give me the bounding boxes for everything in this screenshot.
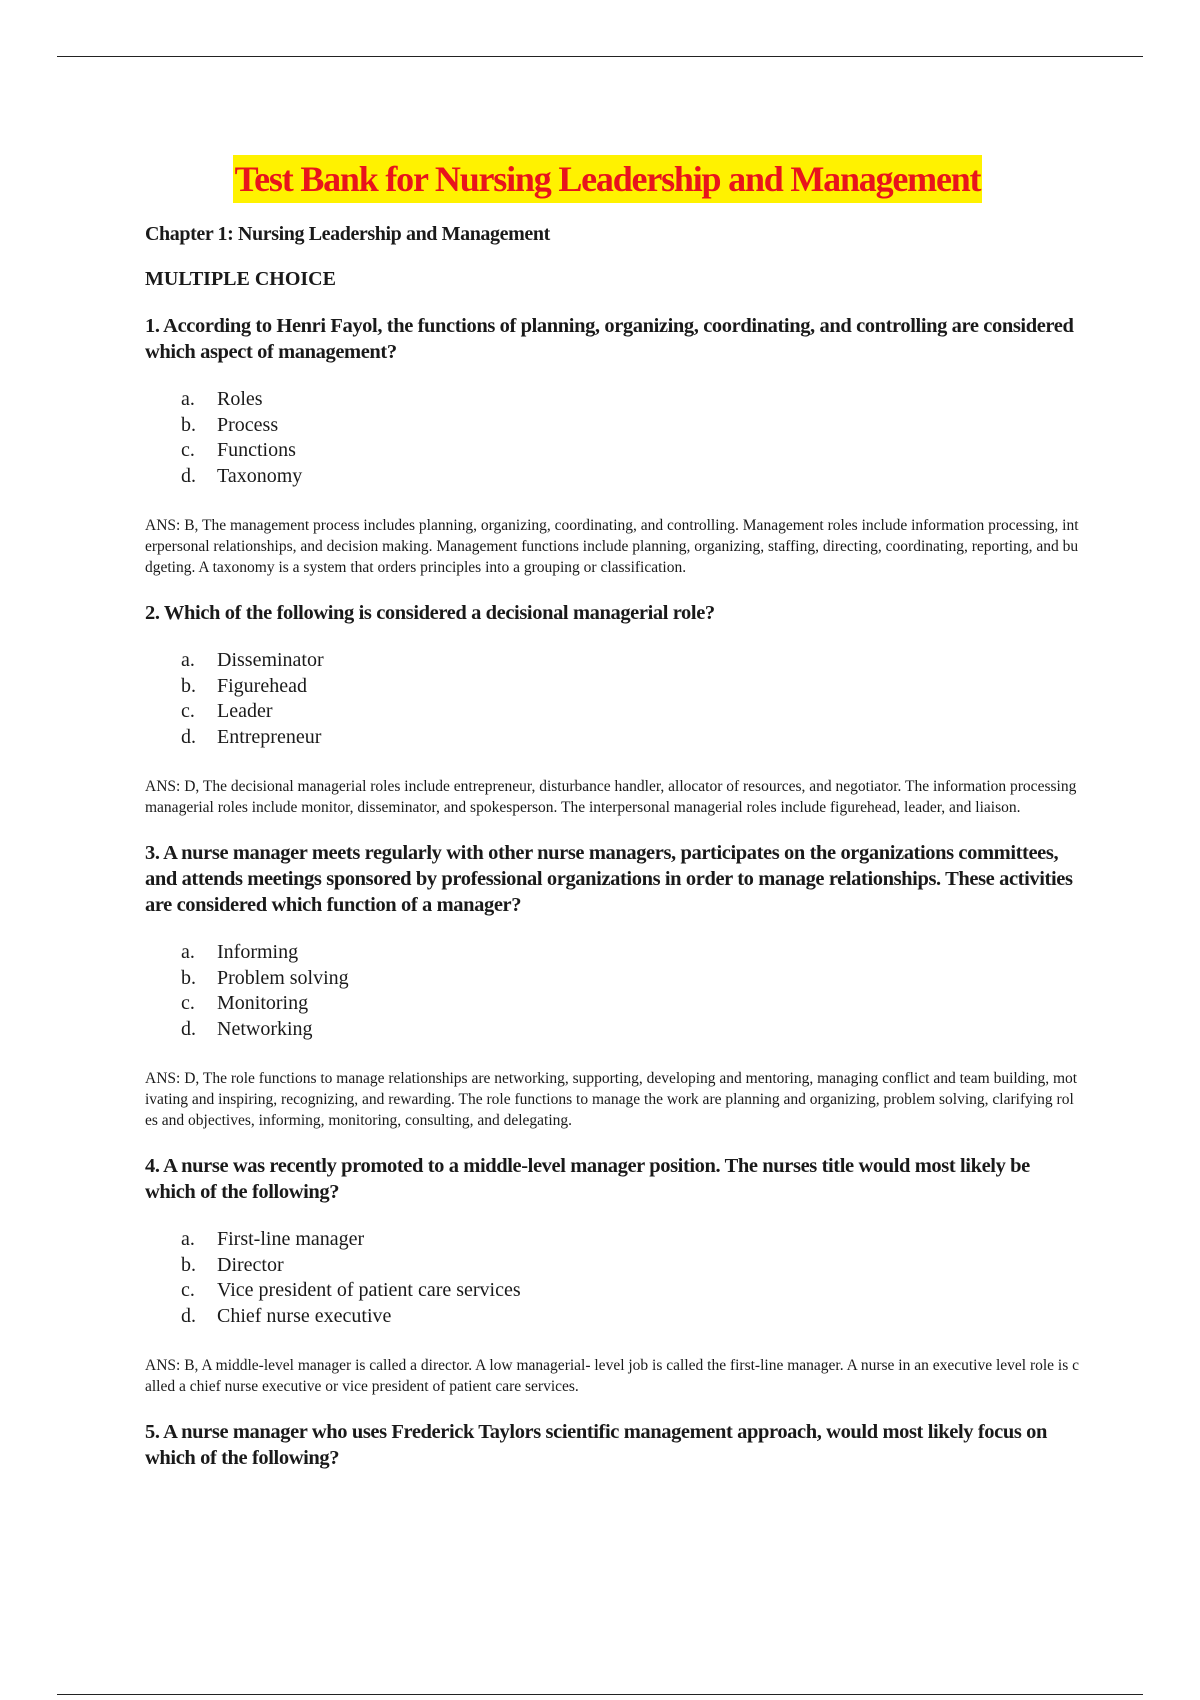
- question-1: 1. According to Henri Fayol, the functions of planning, organizing, coordinating, and controlling are considered which aspect of management?: [145, 315, 1074, 363]
- choice: a. First-line manager: [181, 1228, 365, 1250]
- answer-2: ANS: D, The decisional managerial roles include entrepreneur, disturbance handler, allocator of resources, and negotiator. The information processing managerial roles include monitor, disseminator, and spokesperson. The interpersonal managerial roles include figurehead, leader, and liaison.: [145, 778, 1077, 816]
- title-wrap: [135, 155, 1080, 203]
- choice: c. Leader: [181, 700, 273, 722]
- question-5: 5. A nurse manager who uses Frederick Taylors scientific management approach, would most likely focus on which of the following?: [145, 1421, 1048, 1469]
- answer-3: ANS: D, The role functions to manage relationships are networking, supporting, developing and mentoring, managing conflict and team building, motivating and inspiring, recognizing, and rewarding. The role functions to manage the work are planning and organizing, problem solving, clarifying roles and objectives, informing, monitoring, consulting, and delegating.: [145, 1070, 1078, 1129]
- choices-1: [145, 387, 1080, 489]
- choice: c. Functions: [181, 439, 296, 461]
- choice: a. Roles: [181, 388, 263, 410]
- bottom-rule: [57, 1694, 1143, 1695]
- document-page: [145, 155, 1080, 1493]
- choices-4: [145, 1227, 1080, 1329]
- choice: d. Chief nurse executive: [181, 1304, 392, 1327]
- choice: d. Networking: [181, 1017, 313, 1040]
- question-2: 2. Which of the following is considered a decisional managerial role?: [145, 602, 715, 624]
- choice: c. Vice president of patient care services: [181, 1279, 521, 1301]
- answer-1: ANS: B, The management process includes planning, organizing, coordinating, and controlling. Management roles include information processing, interpersonal relationships, and decision making. Management functions include planning, organizing, staffing, directing, coordinating, reporting, and budgeting. A taxonomy is a system that orders principles into a grouping or classification.: [145, 517, 1079, 576]
- choice: a. Disseminator: [181, 649, 324, 671]
- choice: c. Monitoring: [181, 992, 309, 1014]
- question-3: 3. A nurse manager meets regularly with other nurse managers, participates on the organizations committees, and attends meetings sponsored by professional organizations in order to manage relationships. These activities are considered which function of a manager?: [145, 842, 1073, 916]
- choice: b. Process: [181, 413, 279, 436]
- choice: b. Figurehead: [181, 674, 307, 697]
- choice: b. Problem solving: [181, 966, 349, 989]
- question-4: 4. A nurse was recently promoted to a middle-level manager position. The nurses title would most likely be which of the following?: [145, 1155, 1030, 1203]
- section-heading: MULTIPLE CHOICE: [145, 268, 336, 290]
- top-rule: [57, 56, 1143, 57]
- choice: b. Director: [181, 1253, 284, 1276]
- document-title: Test Bank for Nursing Leadership and Management: [233, 155, 983, 203]
- choices-3: [145, 940, 1080, 1042]
- choices-2: [145, 648, 1080, 750]
- choice: d. Entrepreneur: [181, 725, 322, 748]
- choice: a. Informing: [181, 941, 299, 963]
- chapter-heading: Chapter 1: Nursing Leadership and Management: [145, 223, 550, 245]
- answer-4: ANS: B, A middle-level manager is called a director. A low managerial- level job is called the first-line manager. A nurse in an executive level role is called a chief nurse executive or vice president of patient care services.: [145, 1357, 1080, 1395]
- choice: d. Taxonomy: [181, 464, 303, 487]
